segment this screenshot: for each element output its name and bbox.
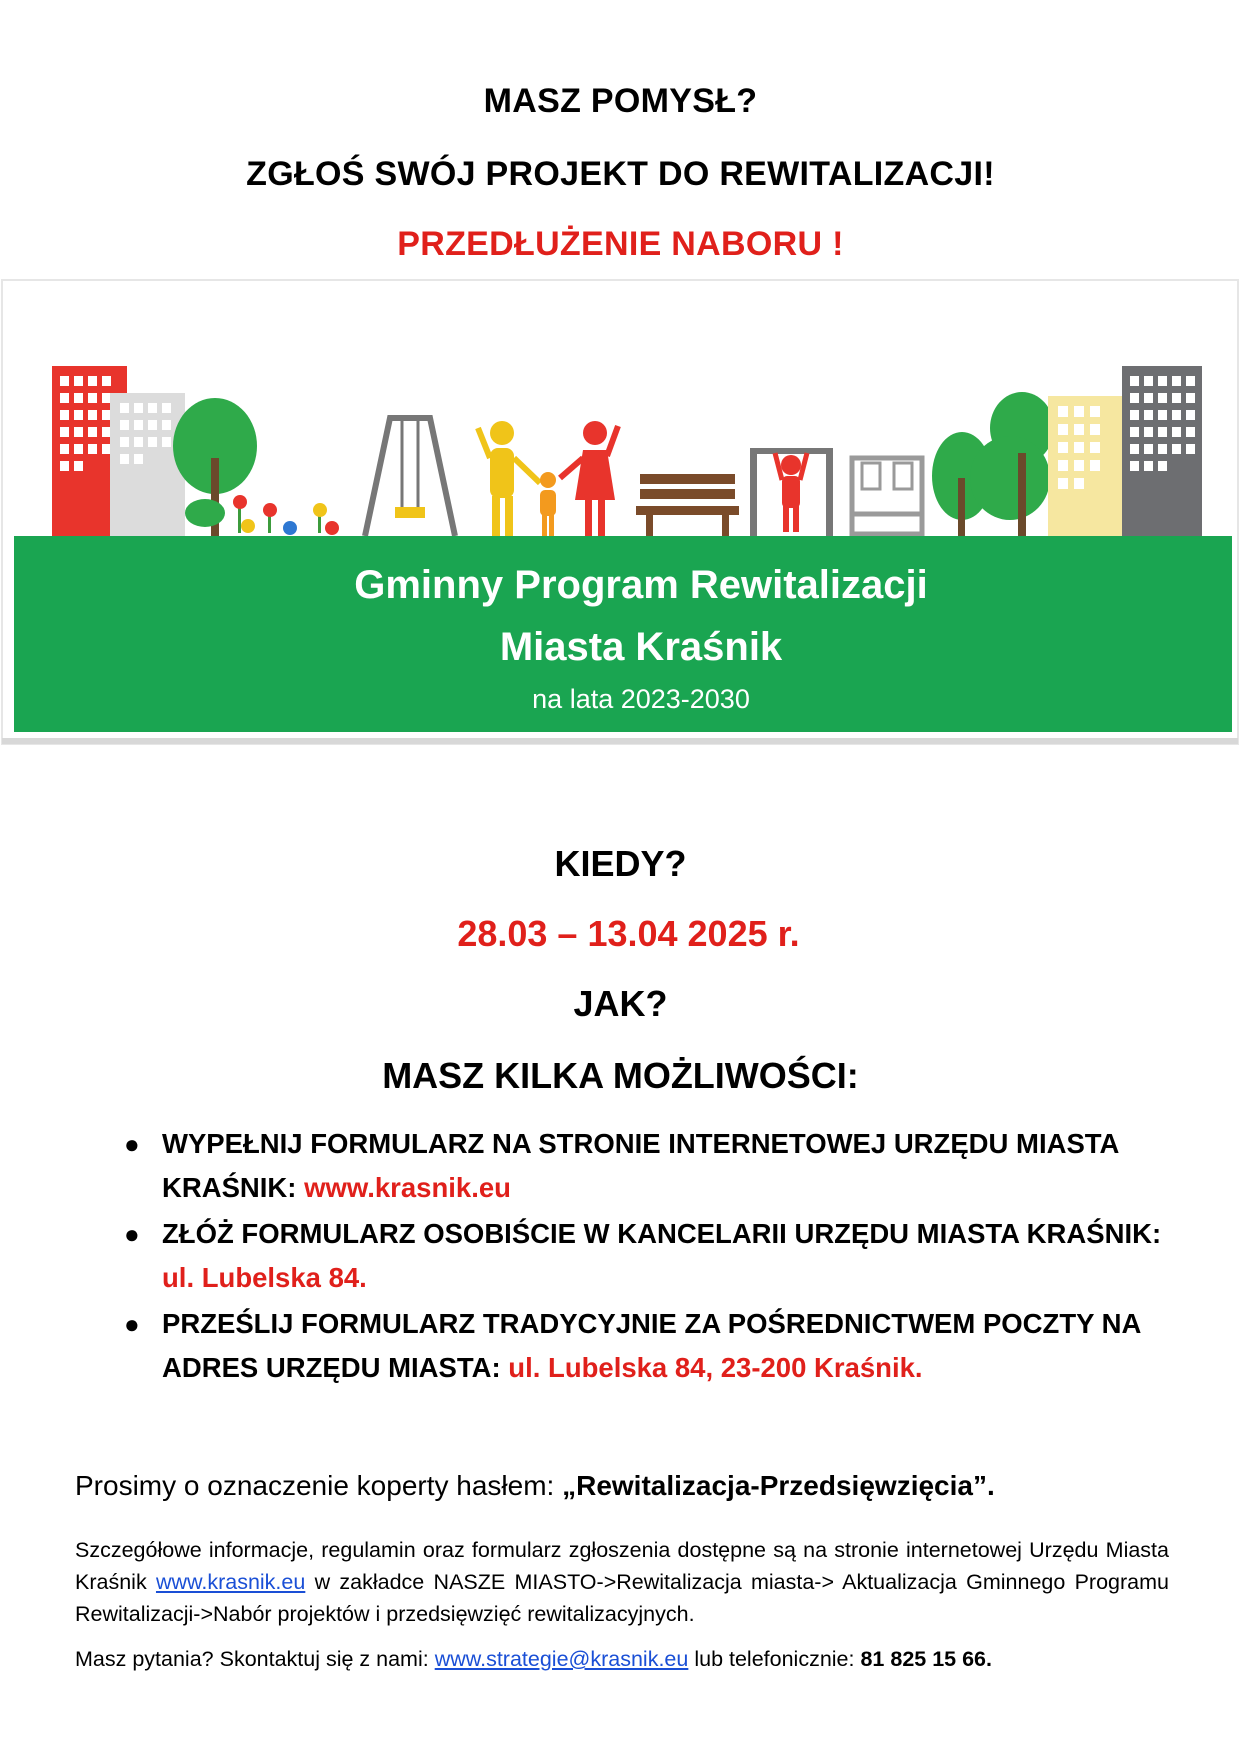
option-text: WYPEŁNIJ FORMULARZ NA STRONIE INTERNETOWEJ URZĘDU MIASTA KRAŚNIK: [162, 1128, 1119, 1203]
how-heading: JAK? [573, 983, 668, 1024]
header-call-to-action: ZGŁOŚ SWÓJ PROJEKT DO REWITALIZACJI! [246, 155, 995, 193]
grey-building-icon [110, 393, 185, 536]
option-text: PRZEŚLIJ FORMULARZ TRADYCYJNIE ZA POŚREDNICTWEM POCZTY NA ADRES URZĘDU MIASTA: [162, 1308, 1141, 1383]
contact-text-middle: lub telefonicznie: [688, 1647, 861, 1671]
bullet-icon: ● [124, 1309, 140, 1339]
when-heading: KIEDY? [554, 843, 687, 884]
dark-building-icon [1122, 366, 1202, 536]
envelope-keyword: „Rewitalizacja-Przedsięwzięcia”. [562, 1470, 995, 1501]
details-text-after: w zakładce NASZE MIASTO->Rewitalizacja miasta-> Aktualizacja Gminnego Programu Rewitalizacji->Nabór projektów i przedsięwzięć rewitalizacyjnych. [75, 1570, 1169, 1626]
bullet-icon: ● [124, 1129, 140, 1159]
phone-number: 81 825 15 66. [860, 1647, 992, 1671]
list-item [118, 1302, 1178, 1390]
submission-dates: 28.03 – 13.04 2025 r. [457, 913, 800, 954]
email-link[interactable]: www.strategie@krasnik.eu [434, 1647, 689, 1671]
list-item [118, 1122, 1178, 1210]
banner-title-line2: Miasta Kraśnik [499, 625, 783, 669]
option-highlight: ul. Lubelska 84, 23-200 Kraśnik. [508, 1352, 923, 1383]
envelope-note [75, 1470, 1175, 1502]
envelope-note-text: Prosimy o oznaczenie koperty hasłem: [75, 1470, 563, 1501]
header-extension-notice: PRZEDŁUŻENIE NABORU ! [397, 225, 844, 263]
contact-text: Masz pytania? Skontaktuj się z nami: [75, 1647, 435, 1671]
option-highlight: www.krasnik.eu [304, 1172, 511, 1203]
details-text: Szczegółowe informacje, regulamin oraz formularz zgłoszenia dostępne są na stronie internetowej Urzędu Miasta Kraśnik [75, 1538, 1169, 1594]
contact-paragraph [75, 1647, 1175, 1672]
website-link[interactable]: www.krasnik.eu [155, 1570, 306, 1594]
program-banner [0, 278, 1241, 748]
header-question: MASZ POMYSŁ? [483, 82, 758, 120]
option-highlight: ul. Lubelska 84. [162, 1262, 367, 1293]
banner-subtitle: na lata 2023-2030 [532, 684, 750, 714]
bullet-icon: ● [124, 1219, 140, 1249]
list-item [118, 1212, 1178, 1300]
option-text: ZŁÓŻ FORMULARZ OSOBIŚCIE W KANCELARII URZĘDU MIASTA KRAŚNIK: [162, 1218, 1162, 1249]
banner-title-line1: Gminny Program Rewitalizacji [354, 563, 928, 607]
submission-options-list [118, 1122, 1178, 1392]
details-paragraph [75, 1534, 1169, 1630]
options-heading: MASZ KILKA MOŻLIWOŚCI: [382, 1055, 859, 1096]
